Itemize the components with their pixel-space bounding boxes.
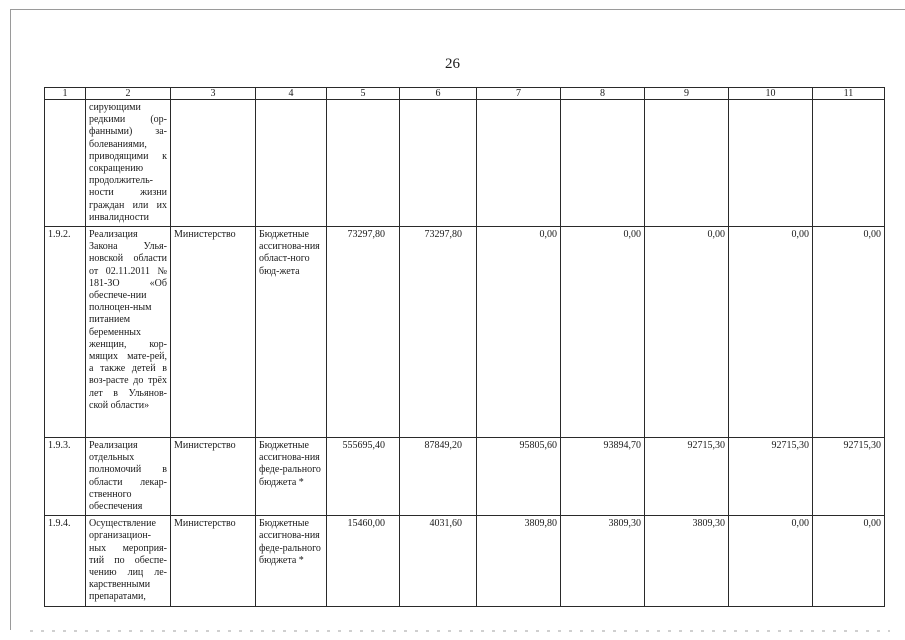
total-value: 15460,00 xyxy=(327,516,400,606)
funding-source: Бюджетные ассигнова-ния област-ного бюд-жета xyxy=(256,227,327,438)
year-value-8: 93894,70 xyxy=(561,438,645,516)
year-value-7 xyxy=(477,100,561,227)
measure-name: сирующими редкими (ор-фанными) за-болеваниями, приводящими к сокращению продолжитель-ности жизни граждан или их инвалидности xyxy=(86,100,171,227)
year-value-9: 92715,30 xyxy=(645,438,729,516)
page-number: 26 xyxy=(445,56,460,72)
year-value-7: 3809,80 xyxy=(477,516,561,606)
year-value-9: 0,00 xyxy=(645,227,729,438)
column-number-2: 2 xyxy=(86,88,171,100)
column-number-6: 6 xyxy=(400,88,477,100)
year-value-8 xyxy=(561,100,645,227)
row-number: 1.9.2. xyxy=(45,227,86,438)
year-value-10: 0,00 xyxy=(729,516,813,606)
year-value-11 xyxy=(813,100,885,227)
year-value-6 xyxy=(400,100,477,227)
total-value xyxy=(327,100,400,227)
funding-source: Бюджетные ассигнова-ния феде-рального бюджета * xyxy=(256,516,327,606)
header-row xyxy=(45,88,885,100)
year-value-6: 4031,60 xyxy=(400,516,477,606)
year-value-11: 0,00 xyxy=(813,516,885,606)
year-value-7: 95805,60 xyxy=(477,438,561,516)
year-value-6: 87849,20 xyxy=(400,438,477,516)
column-number-8: 8 xyxy=(561,88,645,100)
column-number-10: 10 xyxy=(729,88,813,100)
column-number-4: 4 xyxy=(256,88,327,100)
table-row xyxy=(45,227,885,438)
funding-source: Бюджетные ассигнова-ния феде-рального бюджета * xyxy=(256,438,327,516)
year-value-10 xyxy=(729,100,813,227)
row-number: 1.9.4. xyxy=(45,516,86,606)
measure-name: Реализация Закона Улья-новской области от 02.11.2011 № 181-ЗО «Об обеспече-нии полноцен-ным питанием беременных женщин, кор-мящих мате-рей, а также детей в воз-расте до трёх лет в Ульянов-ской области» xyxy=(86,227,171,438)
year-value-8: 3809,30 xyxy=(561,516,645,606)
year-value-6: 73297,80 xyxy=(400,227,477,438)
year-value-10: 92715,30 xyxy=(729,438,813,516)
scan-noise-line xyxy=(30,630,890,632)
table-row xyxy=(45,438,885,516)
table-row xyxy=(45,100,885,227)
funding-source xyxy=(256,100,327,227)
measure-name: Реализация отдельных полномочий в области лекар-ственного обеспечения xyxy=(86,438,171,516)
year-value-9 xyxy=(645,100,729,227)
year-value-7: 0,00 xyxy=(477,227,561,438)
row-number xyxy=(45,100,86,227)
row-number: 1.9.3. xyxy=(45,438,86,516)
measure-name: Осуществление организацион-ных мероприя-тий по обеспе-чению лиц ле-карственными препаратами, xyxy=(86,516,171,606)
budget-table xyxy=(44,87,885,607)
column-number-11: 11 xyxy=(813,88,885,100)
table-row xyxy=(45,516,885,606)
executor xyxy=(171,100,256,227)
year-value-9: 3809,30 xyxy=(645,516,729,606)
executor: Министерство xyxy=(171,227,256,438)
year-value-11: 0,00 xyxy=(813,227,885,438)
executor: Министерство xyxy=(171,516,256,606)
column-number-9: 9 xyxy=(645,88,729,100)
column-number-1: 1 xyxy=(45,88,86,100)
year-value-8: 0,00 xyxy=(561,227,645,438)
year-value-11: 92715,30 xyxy=(813,438,885,516)
column-number-7: 7 xyxy=(477,88,561,100)
executor: Министерство xyxy=(171,438,256,516)
column-number-5: 5 xyxy=(327,88,400,100)
year-value-10: 0,00 xyxy=(729,227,813,438)
total-value: 555695,40 xyxy=(327,438,400,516)
total-value: 73297,80 xyxy=(327,227,400,438)
column-number-3: 3 xyxy=(171,88,256,100)
